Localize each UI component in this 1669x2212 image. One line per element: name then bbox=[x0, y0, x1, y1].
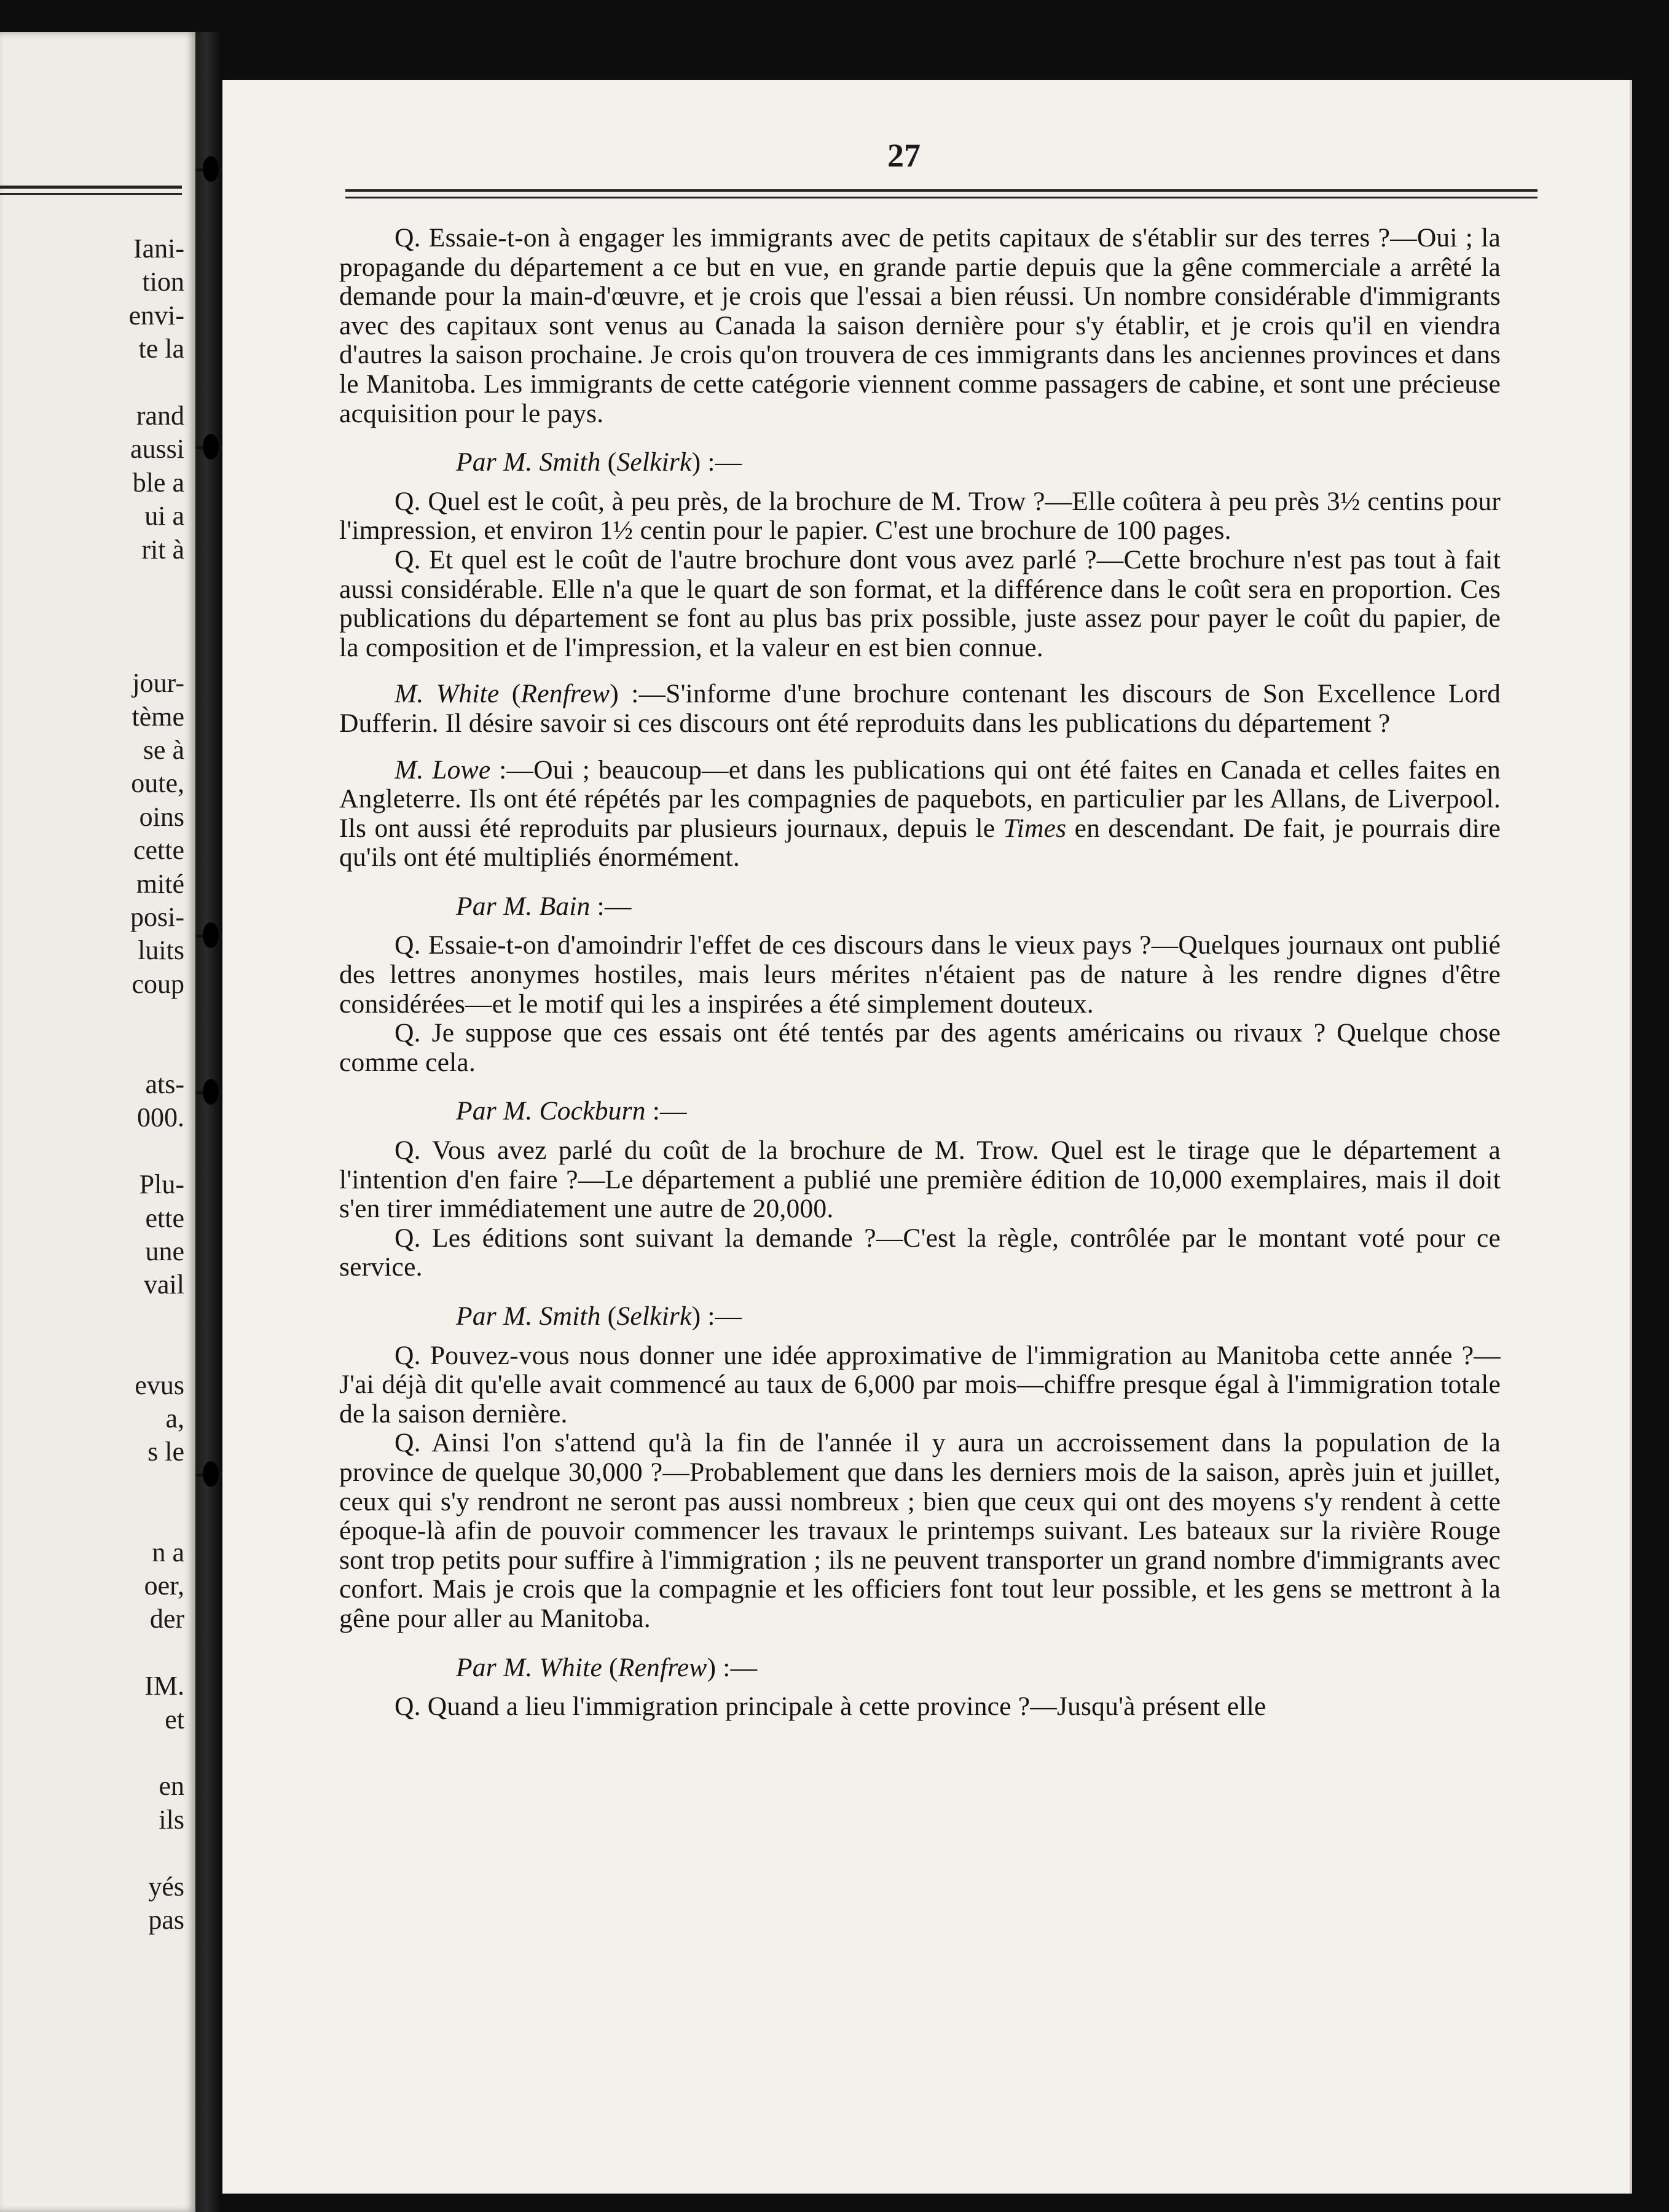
question-answer-paragraph: Q. Quel est le coût, à peu près, de la brochure de M. Trow ?—Elle coûtera à peu près 3½ centins pour l'impression, et environ 1½ centin pour le papier. C'est une brochure de 100 pages. bbox=[339, 486, 1501, 546]
speaker-heading: Par M. Smith (Selkirk) :— bbox=[456, 447, 742, 477]
speaker-heading: Par M. Cockburn :— bbox=[456, 1096, 687, 1126]
facing-page-text: oer, bbox=[144, 1571, 184, 1601]
speaker-name: Par M. Smith bbox=[456, 1301, 601, 1331]
header-rule bbox=[345, 197, 1537, 198]
speaker-constituency: Renfrew bbox=[618, 1652, 707, 1682]
facing-page-text: oute, bbox=[131, 768, 184, 799]
question-answer-paragraph: Q. Pouvez-vous nous donner une idée approximative de l'immigration au Manitoba cette année ?—J'ai déjà dit qu'elle avait commencé au taux de 6,000 par mois—chiffre presque égal à l'immigration totale de la saison dernière. bbox=[339, 1340, 1501, 1429]
facing-page-text: cette bbox=[133, 835, 184, 866]
facing-page-text: der bbox=[149, 1604, 184, 1634]
facing-page-text: envi- bbox=[128, 300, 184, 331]
question-answer-paragraph: Q. Les éditions sont suivant la demande ?—C'est la règle, contrôlée par le montant voté pour ce service. bbox=[339, 1223, 1501, 1282]
facing-page-text: aussi bbox=[130, 434, 184, 465]
question-answer-paragraph: Q. Essaie-t-on à engager les immigrants avec de petits capitaux de s'établir sur des terres ?—Oui ; la propagande du département a ce but en vue, en grande partie depuis que la gêne commerciale a arrêté la demande pour la main-d'œuvre, et je crois que l'essai a bien réussi. Un nombre considérable d'immigrants avec des capitaux sont venus au Canada la saison dernière pour s'y établir, et je crois qu'il en viendra d'autres la saison prochaine. Je crois qu'on trouvera de ces immigrants dans les anciennes provinces et dans le Manitoba. Les immigrants de cette catégorie viennent comme passagers de cabine, et sont une précieuse acquisition pour le pays. bbox=[339, 223, 1501, 428]
speaker-name: Par M. Smith bbox=[456, 447, 601, 477]
facing-page-text: oins bbox=[139, 801, 184, 832]
facing-page-text: pas bbox=[148, 1905, 184, 1935]
speaker-heading: Par M. Smith (Selkirk) :— bbox=[456, 1301, 742, 1331]
facing-page-text: a, bbox=[165, 1403, 184, 1433]
question-answer-paragraph: Q. Essaie-t-on d'amoindrir l'effet de ces discours dans le vieux pays ?—Quelques journaux ont publié des lettres anonymes hostiles, mais leurs mérites n'étaient pas de nature à les rendre dignes d'être considérées—et le motif qui les a inspirées a été simplement douteux. bbox=[339, 930, 1501, 1019]
facing-page-text: evus bbox=[135, 1370, 184, 1400]
facing-page-text: ble a bbox=[132, 467, 184, 498]
question-answer-paragraph: Q. Vous avez parlé du coût de la brochure de M. Trow. Quel est le tirage que le département a l'intention d'en faire ?—Le département a publié une première édition de 10,000 exemplaires, mais il doit s'en tirer immédiatement une autre de 20,000. bbox=[339, 1135, 1501, 1224]
facing-page-text: ats- bbox=[145, 1069, 184, 1099]
text-column bbox=[339, 224, 1501, 1722]
facing-page-text: jour- bbox=[132, 668, 184, 699]
speaker-name: M. Lowe bbox=[395, 755, 491, 785]
facing-page-text: posi- bbox=[130, 902, 184, 932]
speaker-name: Par M. Cockburn bbox=[456, 1096, 646, 1126]
speaker-name: Par M. Bain bbox=[456, 891, 591, 921]
facing-page-text: et bbox=[165, 1704, 184, 1735]
facing-page-rule bbox=[0, 193, 182, 195]
facing-page-text: en bbox=[159, 1771, 184, 1802]
binding-gutter bbox=[195, 32, 222, 2212]
facing-page-fragment bbox=[0, 32, 195, 2212]
facing-page-text: ils bbox=[159, 1804, 184, 1835]
facing-page-text: coup bbox=[132, 968, 184, 999]
facing-page-text: n a bbox=[152, 1537, 184, 1567]
facing-page-text: rand bbox=[136, 401, 184, 431]
speaker-constituency: Renfrew bbox=[520, 679, 610, 709]
speaker-constituency: Selkirk bbox=[616, 447, 692, 477]
facing-page-text: tion bbox=[142, 267, 184, 297]
facing-page-text: Plu- bbox=[139, 1169, 184, 1200]
remark-paragraph: M. White (Renfrew) :—S'informe d'une brochure contenant les discours de Son Excellence Lord Dufferin. Il désire savoir si ces discours ont été reproduits dans les publications du département ? bbox=[339, 679, 1501, 738]
facing-page-text: s le bbox=[147, 1437, 184, 1467]
facing-page-text: IM. bbox=[144, 1671, 184, 1701]
document-page bbox=[222, 80, 1630, 2194]
facing-page-text: mité bbox=[136, 868, 184, 899]
question-answer-paragraph: Q. Et quel est le coût de l'autre brochure dont vous avez parlé ?—Cette brochure n'est pas tout à fait aussi considérable. Elle n'a que le quart de son format, et la différence dans le coût sera en proportion. Ces publications du département se font au plus bas prix possible, juste assez pour payer le coût du papier, de la composition et de l'impression, et la valeur en est bien connue. bbox=[339, 544, 1501, 662]
question-answer-paragraph: Q. Je suppose que ces essais ont été tentés par des agents américains ou rivaux ? Quelque chose comme cela. bbox=[339, 1018, 1501, 1077]
facing-page-text: ette bbox=[145, 1202, 184, 1233]
facing-page-text: vail bbox=[144, 1269, 184, 1300]
remark-paragraph: M. Lowe :—Oui ; beaucoup—et dans les publications qui ont été faites en Canada et celles faites en Angleterre. Ils ont été répétés par les compagnies de paquebots, en particulier par les Allans, de Liverpool. Ils ont aussi été reproduits par plusieurs journaux, depuis le Times en descendant. De fait, je pourrais dire qu'ils ont été multipliés énormément. bbox=[339, 755, 1501, 873]
facing-page-text: te la bbox=[138, 334, 184, 364]
speaker-name: Par M. White bbox=[456, 1652, 602, 1682]
facing-page-text: ui a bbox=[144, 501, 184, 531]
facing-page-text: tème bbox=[132, 701, 184, 732]
speaker-constituency: Selkirk bbox=[616, 1301, 692, 1331]
speaker-heading: Par M. White (Renfrew) :— bbox=[456, 1652, 758, 1682]
speaker-heading: Par M. Bain :— bbox=[456, 891, 632, 921]
header-rule bbox=[345, 189, 1537, 192]
question-answer-paragraph: Q. Ainsi l'on s'attend qu'à la fin de l'année il y aura un accroissement dans la population de la province de quelque 30,000 ?—Probablement que dans les derniers mois de la saison, après juin et juillet, ceux qui s'y rendront ne seront pas aussi nombreux ; bien que ceux qui ont des moyens s'y rendent à cette époque-là afin de pouvoir commencer les travaux le printemps suivant. Les bateaux sur la rivière Rouge sont trop petits pour suffire à l'immigration ; ils ne peuvent transporter un grand nombre d'immigrants avec confort. Mais je crois que la compagnie et les officiers font tout leur possible, et les gens se mettront à la gêne pour aller au Manitoba. bbox=[339, 1428, 1501, 1633]
facing-page-text: 000. bbox=[137, 1102, 184, 1133]
facing-page-text: Iani- bbox=[133, 233, 184, 264]
question-answer-paragraph: Q. Quand a lieu l'immigration principale à cette province ?—Jusqu'à présent elle bbox=[395, 1692, 1266, 1722]
speaker-name: M. White bbox=[395, 679, 500, 709]
facing-page-text: yés bbox=[148, 1871, 184, 1902]
facing-page-text: une bbox=[145, 1236, 184, 1266]
facing-page-text: rit à bbox=[141, 534, 184, 565]
page-number: 27 bbox=[887, 137, 921, 174]
facing-page-rule bbox=[0, 186, 182, 189]
facing-page-text: luits bbox=[138, 935, 184, 966]
facing-page-text: se à bbox=[143, 735, 184, 765]
